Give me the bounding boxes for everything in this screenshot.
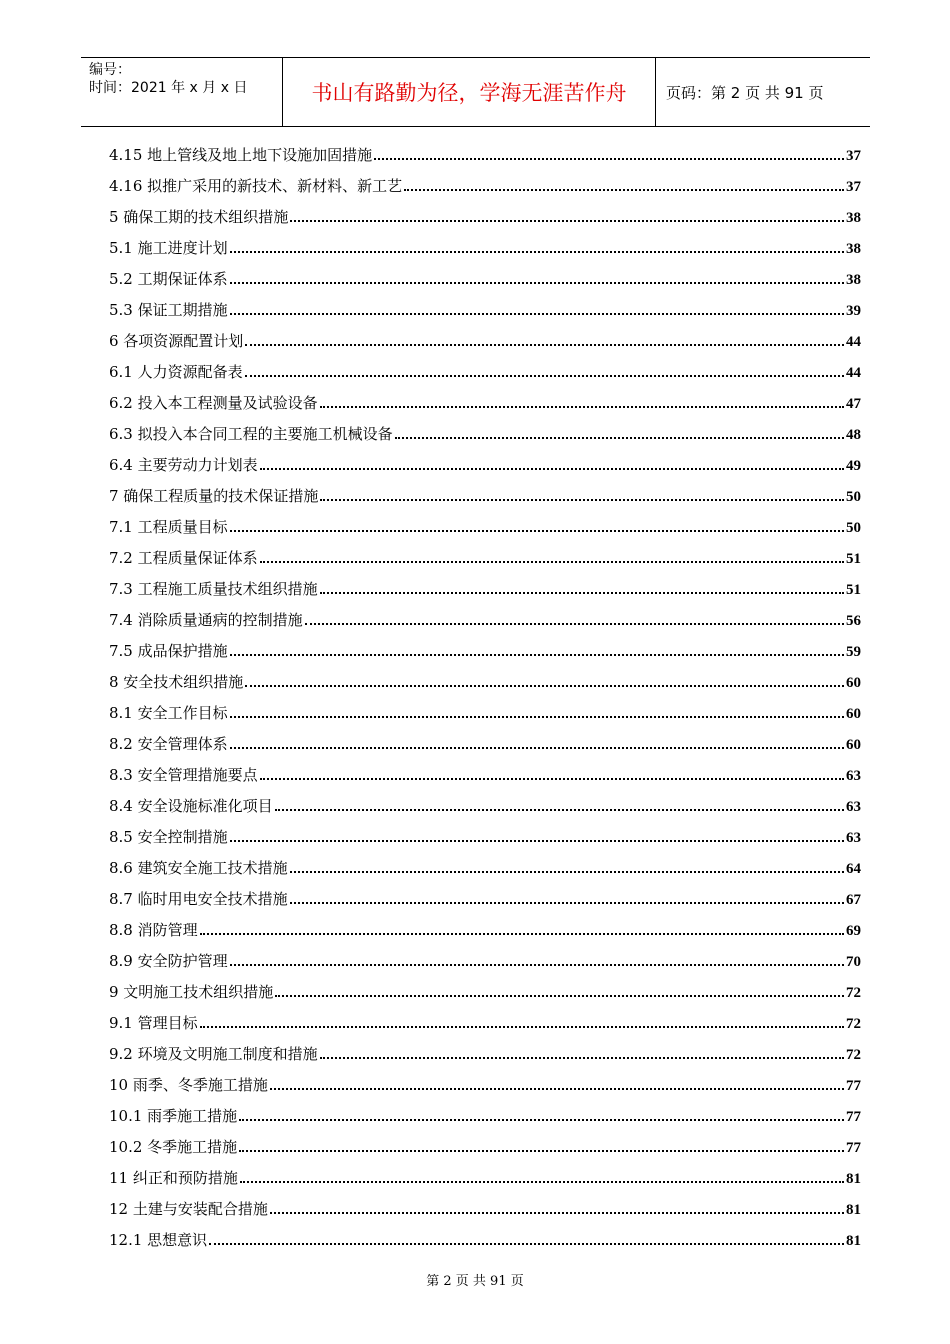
toc-entry[interactable] bbox=[109, 578, 861, 609]
toc-entry-page-number: 60 bbox=[846, 706, 861, 722]
toc-entry[interactable] bbox=[109, 516, 861, 547]
toc-entry-title: 8.9 安全防护管理 bbox=[109, 952, 228, 970]
toc-entry-page-number: 81 bbox=[846, 1233, 861, 1249]
toc-leader-dots bbox=[270, 1087, 844, 1090]
toc-entry-title: 4.15 地上管线及地上地下设施加固措施 bbox=[109, 146, 373, 164]
toc-entry[interactable] bbox=[109, 609, 861, 640]
toc-entry-page-number: 77 bbox=[846, 1140, 861, 1156]
toc-entry[interactable] bbox=[109, 1043, 861, 1074]
toc-entry-page-number: 60 bbox=[846, 737, 861, 753]
toc-entry-title: 5 确保工期的技术组织措施 bbox=[109, 208, 289, 226]
toc-entry[interactable] bbox=[109, 888, 861, 919]
toc-leader-dots bbox=[240, 1180, 844, 1183]
toc-entry-title: 8.2 安全管理体系 bbox=[109, 735, 228, 753]
toc-entry-page-number: 77 bbox=[846, 1109, 861, 1125]
toc-entry[interactable] bbox=[109, 423, 861, 454]
toc-entry-page-number: 67 bbox=[846, 892, 861, 908]
toc-entry-title: 5.2 工期保证体系 bbox=[109, 270, 228, 288]
toc-entry-title: 8.7 临时用电安全技术措施 bbox=[109, 890, 288, 908]
toc-entry-page-number: 47 bbox=[846, 396, 861, 412]
toc-entry-title: 11 纠正和预防措施 bbox=[109, 1169, 238, 1187]
toc-entry-title: 6 各项资源配置计划 bbox=[109, 332, 244, 350]
toc-entry-page-number: 63 bbox=[846, 768, 861, 784]
toc-entry-page-number: 49 bbox=[846, 458, 861, 474]
toc-entry-title: 7.4 消除质量通病的控制措施 bbox=[109, 611, 303, 629]
toc-entry[interactable] bbox=[109, 1229, 861, 1260]
toc-entry-title: 7.5 成品保护措施 bbox=[109, 642, 228, 660]
toc-leader-dots bbox=[209, 1242, 844, 1245]
toc-entry-page-number: 81 bbox=[846, 1171, 861, 1187]
document-header bbox=[81, 57, 870, 127]
toc-leader-dots bbox=[245, 343, 844, 346]
toc-leader-dots bbox=[230, 281, 844, 284]
toc-entry-title: 8.4 安全设施标准化项目 bbox=[109, 797, 273, 815]
toc-entry[interactable] bbox=[109, 206, 861, 237]
toc-entry-page-number: 48 bbox=[846, 427, 861, 443]
toc-entry[interactable] bbox=[109, 826, 861, 857]
toc-entry-page-number: 38 bbox=[846, 241, 861, 257]
toc-entry[interactable] bbox=[109, 857, 861, 888]
toc-entry[interactable] bbox=[109, 144, 861, 175]
toc-leader-dots bbox=[305, 622, 844, 625]
toc-entry-page-number: 72 bbox=[846, 985, 861, 1001]
toc-entry-page-number: 63 bbox=[846, 830, 861, 846]
toc-entry-page-number: 51 bbox=[846, 551, 861, 567]
toc-leader-dots bbox=[275, 994, 844, 997]
toc-entry-page-number: 77 bbox=[846, 1078, 861, 1094]
toc-leader-dots bbox=[239, 1118, 844, 1121]
toc-entry[interactable] bbox=[109, 1012, 861, 1043]
toc-entry-page-number: 56 bbox=[846, 613, 861, 629]
header-page-info: 页码：第 2 页 共 91 页 bbox=[666, 83, 824, 102]
toc-leader-dots bbox=[230, 250, 844, 253]
table-of-contents bbox=[109, 144, 861, 1260]
toc-entry-title: 8.6 建筑安全施工技术措施 bbox=[109, 859, 288, 877]
toc-leader-dots bbox=[245, 684, 844, 687]
toc-leader-dots bbox=[230, 529, 844, 532]
header-motto: 书山有路勤为径，学海无涯苦作舟 bbox=[283, 58, 656, 126]
toc-entry-page-number: 44 bbox=[846, 334, 861, 350]
toc-leader-dots bbox=[374, 157, 844, 160]
toc-entry[interactable] bbox=[109, 485, 861, 516]
header-meta-cell bbox=[81, 58, 283, 126]
toc-entry[interactable] bbox=[109, 299, 861, 330]
toc-entry[interactable] bbox=[109, 1167, 861, 1198]
toc-entry-title: 10.2 冬季施工措施 bbox=[109, 1138, 238, 1156]
toc-entry-title: 6.1 人力资源配备表 bbox=[109, 363, 243, 381]
toc-entry-page-number: 38 bbox=[846, 210, 861, 226]
toc-entry-page-number: 70 bbox=[846, 954, 861, 970]
toc-entry-page-number: 44 bbox=[846, 365, 861, 381]
toc-leader-dots bbox=[290, 870, 844, 873]
toc-entry-page-number: 60 bbox=[846, 675, 861, 691]
toc-entry[interactable] bbox=[109, 237, 861, 268]
toc-leader-dots bbox=[200, 1025, 844, 1028]
toc-leader-dots bbox=[320, 1056, 844, 1059]
toc-entry-title: 8 安全技术组织措施 bbox=[109, 673, 244, 691]
toc-leader-dots bbox=[230, 963, 844, 966]
toc-entry-page-number: 39 bbox=[846, 303, 861, 319]
toc-entry-page-number: 37 bbox=[846, 148, 861, 164]
toc-entry[interactable] bbox=[109, 1136, 861, 1167]
toc-entry-page-number: 59 bbox=[846, 644, 861, 660]
toc-entry-page-number: 38 bbox=[846, 272, 861, 288]
toc-leader-dots bbox=[320, 591, 844, 594]
toc-leader-dots bbox=[230, 746, 844, 749]
toc-entry-title: 8.5 安全控制措施 bbox=[109, 828, 228, 846]
document-number-label: 编号： bbox=[89, 62, 131, 78]
toc-entry[interactable] bbox=[109, 1198, 861, 1229]
toc-entry[interactable] bbox=[109, 764, 861, 795]
toc-entry-title: 7.2 工程质量保证体系 bbox=[109, 549, 258, 567]
toc-entry-title: 8.8 消防管理 bbox=[109, 921, 198, 939]
toc-entry-title: 5.3 保证工期措施 bbox=[109, 301, 228, 319]
toc-entry-title: 9.2 环境及文明施工制度和措施 bbox=[109, 1045, 318, 1063]
toc-entry-title: 10 雨季、冬季施工措施 bbox=[109, 1076, 268, 1094]
toc-entry[interactable] bbox=[109, 919, 861, 950]
toc-entry[interactable] bbox=[109, 1074, 861, 1105]
toc-leader-dots bbox=[239, 1149, 844, 1152]
toc-leader-dots bbox=[290, 901, 844, 904]
toc-entry[interactable] bbox=[109, 175, 861, 206]
toc-entry[interactable] bbox=[109, 733, 861, 764]
toc-entry[interactable] bbox=[109, 795, 861, 826]
toc-leader-dots bbox=[320, 405, 844, 408]
toc-entry-page-number: 50 bbox=[846, 520, 861, 536]
toc-entry[interactable] bbox=[109, 1105, 861, 1136]
toc-entry-page-number: 50 bbox=[846, 489, 861, 505]
toc-entry-title: 9 文明施工技术组织措施 bbox=[109, 983, 274, 1001]
toc-leader-dots bbox=[404, 188, 844, 191]
toc-entry[interactable] bbox=[109, 702, 861, 733]
toc-entry-title: 10.1 雨季施工措施 bbox=[109, 1107, 238, 1125]
toc-entry[interactable] bbox=[109, 640, 861, 671]
toc-entry-title: 4.16 拟推广采用的新技术、新材料、新工艺 bbox=[109, 177, 403, 195]
toc-leader-dots bbox=[230, 312, 844, 315]
page-footer: 第 2 页 共 91 页 bbox=[426, 1274, 524, 1289]
toc-entry-title: 12.1 思想意识 bbox=[109, 1231, 208, 1249]
toc-entry-page-number: 63 bbox=[846, 799, 861, 815]
toc-entry[interactable] bbox=[109, 361, 861, 392]
toc-entry-title: 7.3 工程施工质量技术组织措施 bbox=[109, 580, 318, 598]
toc-entry[interactable] bbox=[109, 950, 861, 981]
toc-leader-dots bbox=[245, 374, 844, 377]
toc-entry-page-number: 64 bbox=[846, 861, 861, 877]
toc-entry[interactable] bbox=[109, 671, 861, 702]
toc-leader-dots bbox=[275, 808, 844, 811]
toc-entry-page-number: 69 bbox=[846, 923, 861, 939]
toc-entry-title: 8.1 安全工作目标 bbox=[109, 704, 228, 722]
toc-entry-title: 6.2 投入本工程测量及试验设备 bbox=[109, 394, 318, 412]
toc-entry-page-number: 37 bbox=[846, 179, 861, 195]
toc-leader-dots bbox=[230, 653, 844, 656]
toc-entry-page-number: 72 bbox=[846, 1016, 861, 1032]
toc-leader-dots bbox=[260, 560, 844, 563]
toc-leader-dots bbox=[260, 467, 844, 470]
toc-leader-dots bbox=[230, 839, 844, 842]
toc-leader-dots bbox=[320, 498, 844, 501]
toc-entry-title: 6.4 主要劳动力计划表 bbox=[109, 456, 258, 474]
toc-entry-page-number: 72 bbox=[846, 1047, 861, 1063]
toc-entry-title: 7.1 工程质量目标 bbox=[109, 518, 228, 536]
toc-leader-dots bbox=[395, 436, 844, 439]
toc-entry[interactable] bbox=[109, 392, 861, 423]
document-time-label: 时间：2021 年 x 月 x 日 bbox=[89, 80, 248, 96]
toc-entry-title: 7 确保工程质量的技术保证措施 bbox=[109, 487, 319, 505]
toc-entry-title: 9.1 管理目标 bbox=[109, 1014, 198, 1032]
toc-entry[interactable] bbox=[109, 981, 861, 1012]
toc-entry-title: 6.3 拟投入本合同工程的主要施工机械设备 bbox=[109, 425, 393, 443]
toc-entry-title: 5.1 施工进度计划 bbox=[109, 239, 228, 257]
toc-leader-dots bbox=[200, 932, 844, 935]
toc-leader-dots bbox=[260, 777, 844, 780]
toc-leader-dots bbox=[270, 1211, 844, 1214]
toc-leader-dots bbox=[230, 715, 844, 718]
toc-entry-page-number: 81 bbox=[846, 1202, 861, 1218]
toc-entry[interactable] bbox=[109, 268, 861, 299]
toc-entry-title: 12 土建与安装配合措施 bbox=[109, 1200, 268, 1218]
toc-entry[interactable] bbox=[109, 454, 861, 485]
toc-entry[interactable] bbox=[109, 547, 861, 578]
toc-entry[interactable] bbox=[109, 330, 861, 361]
toc-entry-page-number: 51 bbox=[846, 582, 861, 598]
toc-entry-title: 8.3 安全管理措施要点 bbox=[109, 766, 258, 784]
toc-leader-dots bbox=[290, 219, 844, 222]
